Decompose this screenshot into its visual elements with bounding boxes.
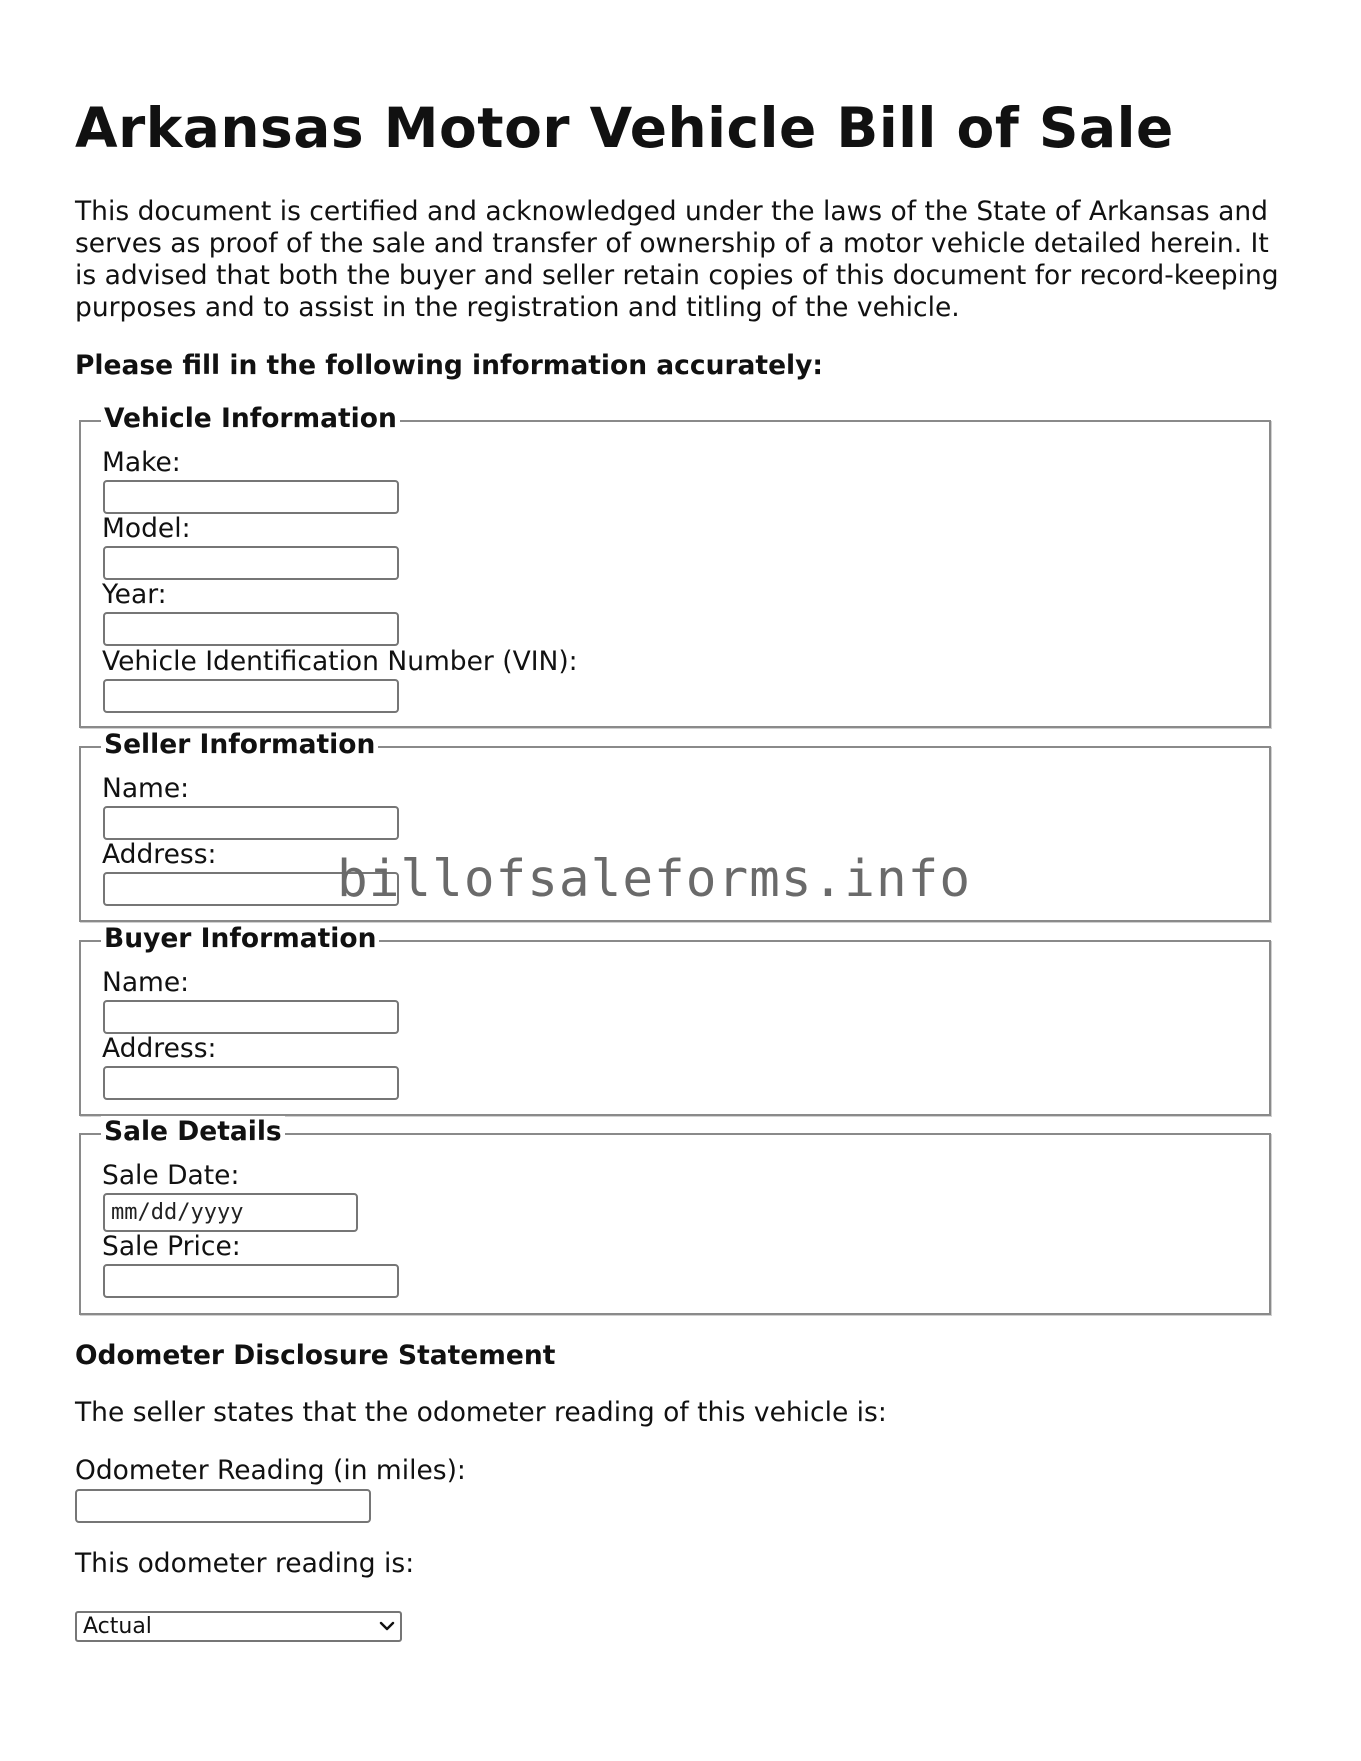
page-title: Arkansas Motor Vehicle Bill of Sale: [75, 96, 1174, 160]
year-label: Year:: [102, 579, 167, 610]
odometer-type-selected: Actual: [83, 1614, 152, 1639]
sale-price-input[interactable]: [103, 1264, 399, 1298]
odometer-reading-input[interactable]: [75, 1489, 371, 1523]
model-label: Model:: [102, 513, 191, 544]
buyer-information-legend: Buyer Information: [101, 923, 379, 955]
model-input[interactable]: [103, 546, 399, 580]
odometer-type-select[interactable]: [75, 1611, 402, 1642]
seller-name-input[interactable]: [103, 806, 399, 840]
year-input[interactable]: [103, 612, 399, 646]
seller-information-legend: Seller Information: [101, 729, 378, 761]
seller-address-label: Address:: [102, 839, 217, 870]
vin-label: Vehicle Identification Number (VIN):: [102, 646, 578, 677]
make-input[interactable]: [103, 480, 399, 514]
buyer-address-input[interactable]: [103, 1066, 399, 1100]
make-label: Make:: [102, 447, 181, 478]
sale-date-input[interactable]: [103, 1193, 358, 1232]
chevron-down-icon: [378, 1617, 396, 1635]
vin-input[interactable]: [103, 679, 399, 713]
odometer-statement: The seller states that the odometer reading of this vehicle is:: [75, 1397, 887, 1428]
buyer-name-label: Name:: [102, 967, 190, 998]
sale-date-label: Sale Date:: [102, 1160, 240, 1191]
vehicle-information-legend: Vehicle Information: [101, 403, 400, 435]
sale-details-section: [79, 1116, 1271, 1315]
buyer-address-label: Address:: [102, 1033, 217, 1064]
instruction-text: Please fill in the following information accurately:: [75, 350, 824, 381]
buyer-information-section: [79, 923, 1271, 1116]
odometer-type-label: This odometer reading is:: [75, 1548, 415, 1579]
intro-paragraph: This document is certified and acknowledged under the laws of the State of Arkansas and serves as proof of the sale and transfer of ownership of a motor vehicle detailed herein. It is advised that both the buyer and seller retain copies of this document for record-keeping purposes and to assist in the registration and titling of the vehicle.: [75, 196, 1279, 323]
odometer-heading: Odometer Disclosure Statement: [75, 1340, 556, 1371]
odometer-reading-label: Odometer Reading (in miles):: [75, 1455, 466, 1486]
sale-details-legend: Sale Details: [101, 1116, 285, 1148]
sale-date-placeholder: mm/dd/yyyy: [111, 1200, 244, 1225]
sale-price-label: Sale Price:: [102, 1231, 241, 1262]
buyer-name-input[interactable]: [103, 1000, 399, 1034]
vehicle-information-section: [79, 403, 1271, 728]
seller-name-label: Name:: [102, 773, 190, 804]
watermark-text: billofsaleforms.info: [337, 850, 972, 909]
